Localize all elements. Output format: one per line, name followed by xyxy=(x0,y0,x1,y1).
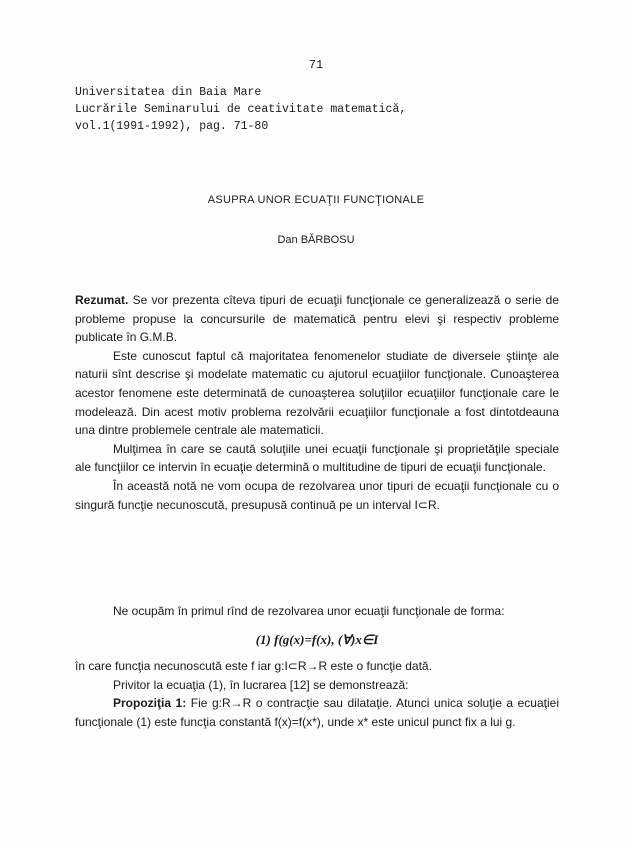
equation-1: (1) f(g(x)=f(x), (∀)x∈I xyxy=(255,631,379,647)
header-line-1: Universitatea din Baia Mare xyxy=(75,86,262,99)
abstract-paragraph-2: Este cunoscut faptul că majoritatea fenomenelor studiate de diversele ştiinţe ale naturii sînt descrise şi modelate matematic cu ajutorul ecuaţiilor funcţionale. Cunoaşterea acestor fenomene este determinată de cunoaşterea soluţiilor ecuaţiilor funcţionale care le modelează. Din acest motiv problema rezolvării ecuaţiilor funcţionale a fost dintotdeauna una dintre problemele centrale ale matematicii. xyxy=(75,348,559,438)
abstract-paragraph-1 xyxy=(75,291,559,347)
header-line-2: Lucrările Seminarului de ceativitate matematică, xyxy=(75,103,407,116)
page-number: 71 xyxy=(308,58,324,72)
journal-header xyxy=(75,84,406,135)
header-line-3: vol.1(1991-1992), pag. 71-80 xyxy=(75,120,269,133)
section-paragraph-3: Privitor la ecuaţia (1), în lucrarea [12] se demonstrează: xyxy=(113,677,409,692)
abstract-paragraph-3: Mulţimea în care se caută soluţiile unei ecuaţii funcţionale şi proprietăţile speciale ale funcţiilor ce intervin în ecuaţie determină o multitudine de tipuri de ecuaţii funcţionale. xyxy=(75,441,559,475)
proposition-text: Fie g:R→R o contracţie sau dilataţie. Atunci unica soluţie a ecuaţiei funcţionale (1) este funcţia constantă f(x)=f(x*), unde x* este unicul punct fix a lui g. xyxy=(75,696,559,729)
paper-author: Dan BĂRBOSU xyxy=(277,234,355,246)
section-paragraph-2: în care funcţia necunoscută este f iar g:I⊂R→R este o funcţie dată. xyxy=(75,659,432,674)
abstract-label: Rezumat. xyxy=(75,293,129,307)
proposition-1 xyxy=(75,694,559,731)
paper-title: ASUPRA UNOR ECUAŢII FUNCŢIONALE xyxy=(207,194,425,206)
abstract xyxy=(75,291,559,514)
proposition-label: Propoziţia 1: xyxy=(113,696,187,711)
section-body xyxy=(75,602,559,732)
abstract-text-1: Se vor prezenta cîteva tipuri de ecuaţii funcţionale ce generalizează o serie de probleme propuse la concursurile de matematică pentru elevi şi respectiv probleme publicate în G.M.B. xyxy=(75,293,559,345)
section-paragraph-1: Ne ocupăm în primul rînd de rezolvarea unor ecuaţii funcţionale de forma: xyxy=(113,604,505,618)
abstract-paragraph-4: În această notă ne vom ocupa de rezolvarea unor tipuri de ecuaţii funcţionale cu o singură funcţie necunoscută, presupusă continuă pe un interval I⊂R. xyxy=(75,478,559,512)
